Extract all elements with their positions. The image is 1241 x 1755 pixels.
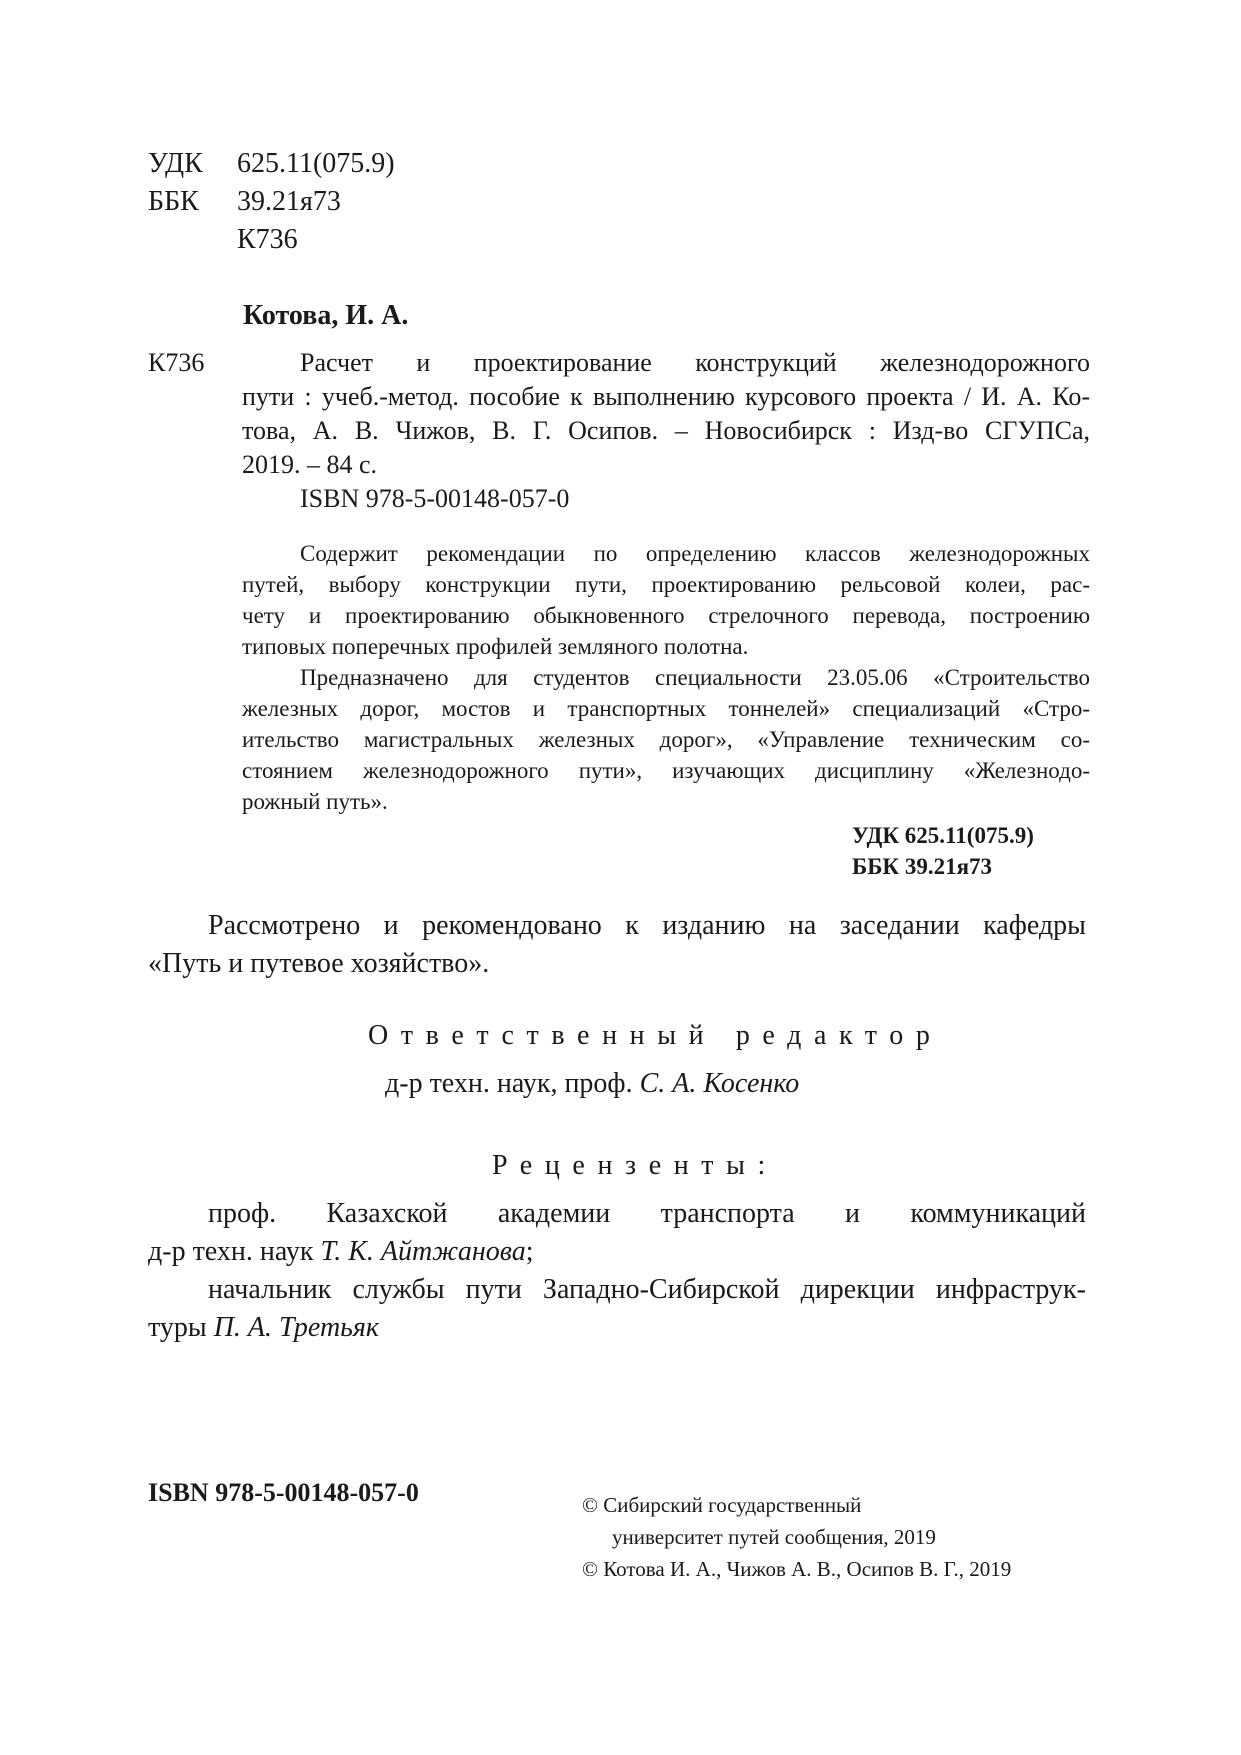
author-initials: И. А.	[345, 300, 409, 331]
reviewer-1-degree: д-р техн. наук	[148, 1236, 314, 1267]
annotation-line: путей, выбору конструкции пути, проектированию рельсовой колеи, рас-	[242, 572, 1090, 597]
reviewer-2-name: П. А. Третьяк	[213, 1312, 380, 1343]
author-heading: Котова, И. А.	[243, 300, 409, 331]
annotation-line: Предназначено для студентов специальности 23.05.06 «Строительство	[300, 665, 1090, 690]
catalog-line: пути : учеб.-метод. пособие к выполнению курсового проекта / И. А. Ко-	[242, 382, 1090, 411]
udk-value: 625.11(075.9)	[237, 148, 395, 179]
author-surname: Котова	[243, 300, 332, 331]
editor-name: С. А. Косенко	[639, 1068, 800, 1099]
author-mark: К736	[237, 224, 298, 255]
catalog-line: Расчет и проектирование конструкций железнодорожного	[300, 348, 1090, 377]
footer-isbn: ISBN 978-5-00148-057-0	[148, 1478, 419, 1507]
annotation-line: стоянием железнодорожного пути», изучающих дисциплину «Железнодо-	[242, 758, 1090, 783]
copyright-university-line2: университет путей сообщения, 2019	[612, 1525, 936, 1549]
catalog-line: това, А. В. Чижов, В. Г. Осипов. – Новосибирск : Изд-во СГУПСа,	[242, 416, 1090, 445]
copyright-university-line1: © Сибирский государственный	[582, 1493, 862, 1517]
editor-degree: д-р техн. наук, проф.	[385, 1068, 633, 1099]
reviewers-heading: Рецензенты:	[492, 1150, 778, 1181]
udk-label: УДК	[148, 148, 203, 179]
reviewer-2-prefix: туры	[148, 1312, 207, 1343]
catalog-mark: К736	[148, 348, 205, 377]
catalog-line: 2019. – 84 с.	[242, 450, 378, 479]
annotation-line: рожный путь».	[242, 789, 388, 814]
annotation-line: Содержит рекомендации по определению классов железнодорожных	[300, 541, 1090, 566]
reviewer-1-line: проф. Казахской академии транспорта и коммуникаций	[208, 1198, 1086, 1229]
bbk-label: ББК	[148, 186, 199, 217]
reviewer-1-name: Т. К. Айтжанова	[320, 1236, 526, 1267]
editor-line	[385, 1066, 799, 1102]
recommendation-line: «Путь и путевое хозяйство».	[148, 948, 490, 979]
reviewer-2-name-line	[148, 1310, 379, 1346]
reviewer-1-end: ;	[525, 1236, 534, 1267]
annotation-line: чету и проектированию обыкновенного стрелочного перевода, построению	[242, 603, 1090, 628]
annotation-line: ительство магистральных железных дорог», «Управление техническим со-	[242, 727, 1090, 752]
catalog-isbn: ISBN 978-5-00148-057-0	[300, 484, 570, 513]
annotation-line: типовых поперечных профилей земляного полотна.	[242, 634, 749, 659]
recommendation-line: Рассмотрено и рекомендовано к изданию на заседании кафедры	[208, 910, 1086, 941]
annotation-line: железных дорог, мостов и транспортных тоннелей» специализаций «Стро-	[242, 696, 1090, 721]
bbk-value: 39.21я73	[237, 186, 341, 217]
reviewer-1-name-line	[148, 1234, 534, 1270]
annotation-bbk: ББК 39.21я73	[852, 854, 993, 879]
reviewer-2-line: начальник службы пути Западно-Сибирской дирекции инфраструк-	[208, 1274, 1086, 1305]
editor-heading: Ответственный редактор	[368, 1020, 943, 1051]
annotation-udk: УДК 625.11(075.9)	[852, 823, 1034, 848]
copyright-authors: © Котова И. А., Чижов А. В., Осипов В. Г., 2019	[582, 1557, 1012, 1581]
